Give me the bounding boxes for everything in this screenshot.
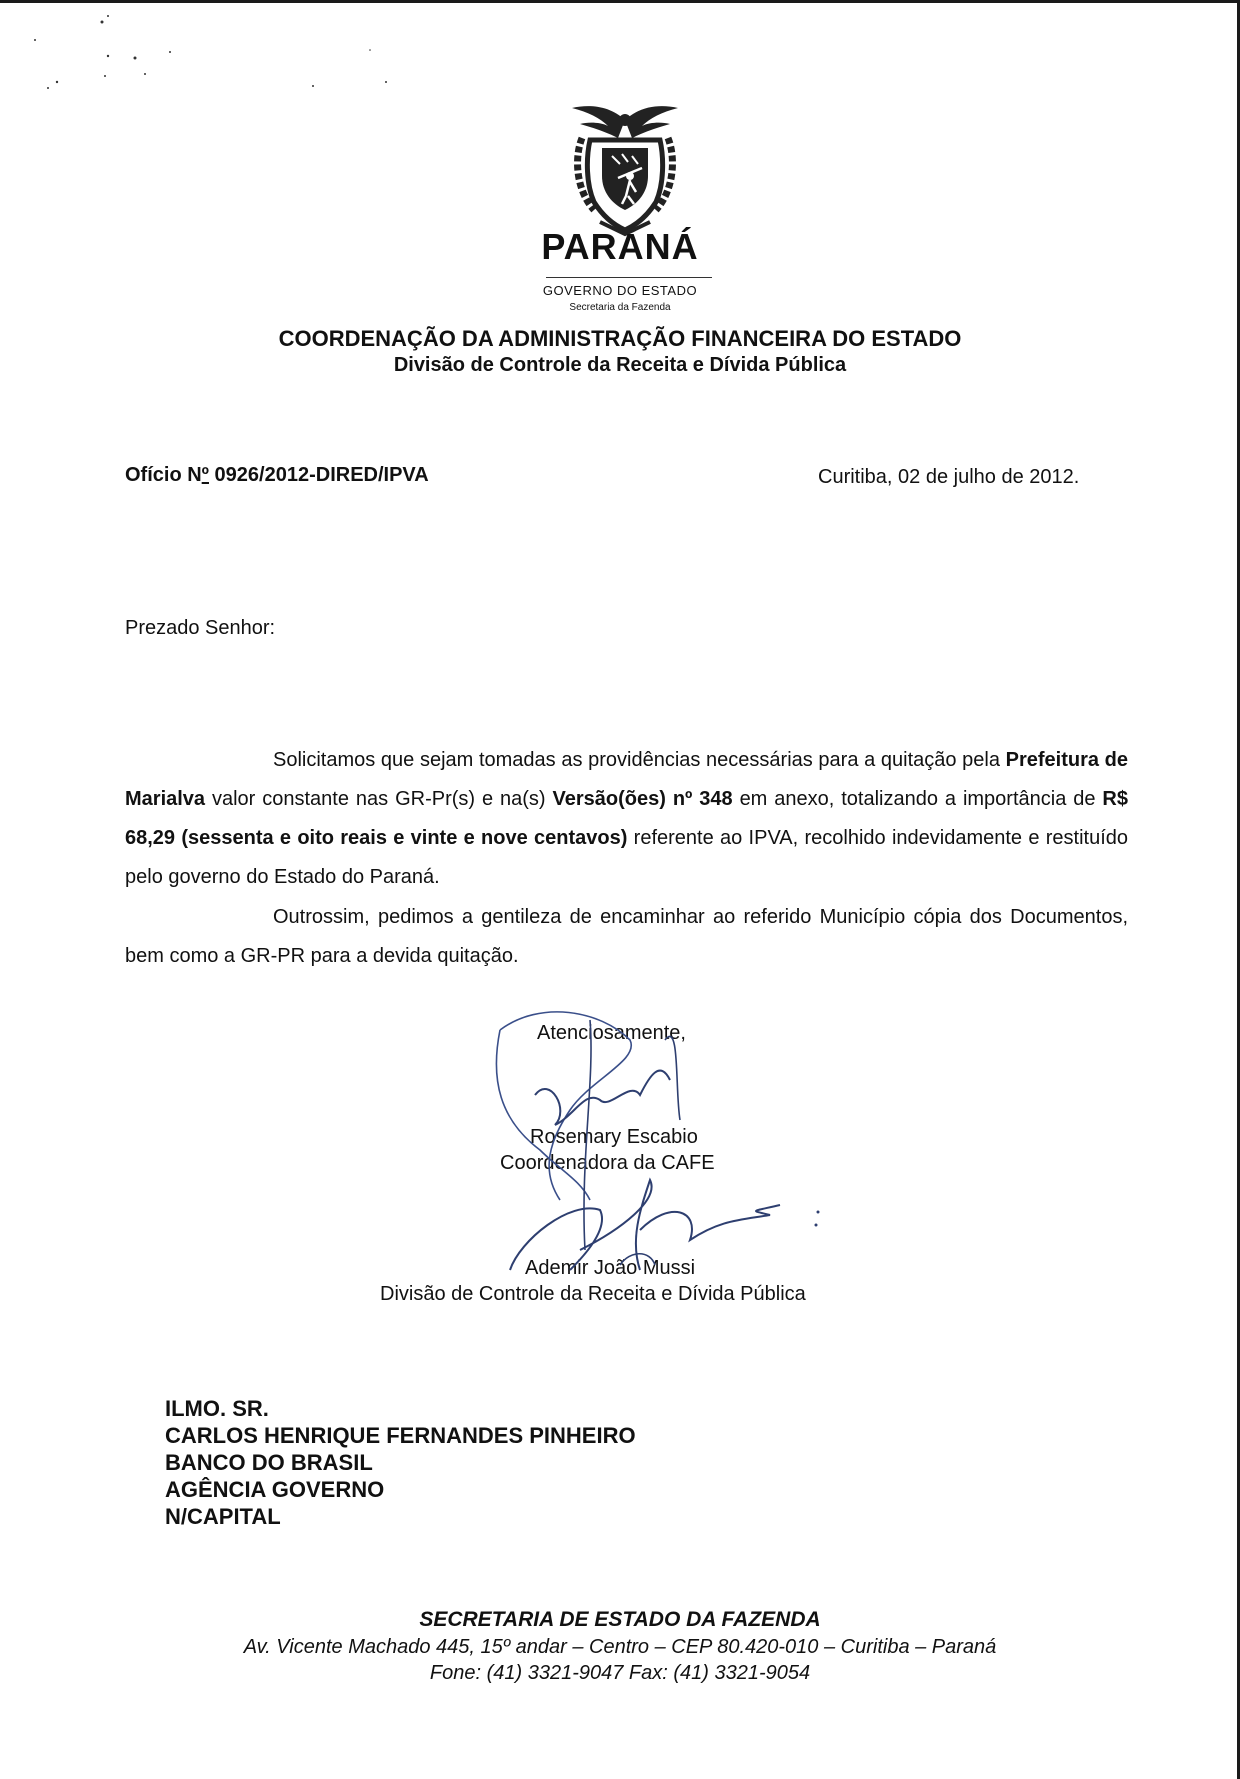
letter-date: Curitiba, 02 de julho de 2012. (818, 466, 1080, 488)
recipient-name: CARLOS HENRIQUE FERNANDES PINHEIRO (165, 1423, 636, 1448)
footer-address: Av. Vicente Machado 445, 15º andar – Centro – CEP 80.420-010 – Curitiba – Paraná (243, 1636, 997, 1658)
version-number: Versão(ões) nº 348 (552, 788, 733, 810)
oficio-number: 0926/2012-DIRED/IPVA (214, 464, 429, 486)
greeting: Prezado Senhor: (125, 617, 276, 639)
body-paragraph-2: Outrossim, pedimos a gentileza de encaminhar ao referido Município cópia dos Documentos, bem como a GR-PR para a devida quitação. (125, 906, 1128, 967)
municipality-name: Prefeitura de Marialva (125, 749, 1129, 810)
oficio-prefix: Ofício N (125, 464, 202, 486)
recipient-city: N/CAPITAL (165, 1504, 281, 1529)
oficio-ordinal: º (201, 464, 209, 486)
signer1-name: Rosemary Escabio (530, 1126, 698, 1148)
scan-specks (30, 10, 410, 100)
division-title: Divisão de Controle da Receita e Dívida Pública (393, 354, 847, 376)
p1-text-3: em anexo, totalizando a importância de (732, 788, 1103, 810)
recipient-bank: BANCO DO BRASIL (165, 1450, 373, 1475)
signer2-name: Ademir João Mussi (525, 1257, 696, 1279)
recipient-branch: AGÊNCIA GOVERNO (165, 1477, 385, 1502)
state-name: PARANÁ (541, 226, 699, 267)
signer2-title: Divisão de Controle da Receita e Dívida Pública (380, 1283, 806, 1305)
scan-top-border (0, 0, 1240, 3)
government-label: GOVERNO DO ESTADO (542, 283, 698, 298)
coordination-title: COORDENAÇÃO DA ADMINISTRAÇÃO FINANCEIRA DO ESTADO (278, 326, 962, 351)
recipient-salutation: ILMO. SR. (165, 1396, 269, 1421)
signer1-title: Coordenadora da CAFE (500, 1152, 715, 1174)
state-name-rule (546, 277, 712, 278)
amount: R$ 68,29 (sessenta e oito reais e vinte e nove centavos) (125, 788, 1128, 849)
handwritten-signatures (480, 1000, 840, 1290)
oficio-reference (125, 464, 429, 487)
footer-title: SECRETARIA DE ESTADO DA FAZENDA (419, 1608, 821, 1631)
p1-text-2: valor constante nas GR-Pr(s) e na(s) (205, 788, 553, 810)
footer-phone: Fone: (41) 3321-9047 Fax: (41) 3321-9054 (429, 1662, 811, 1684)
recipient-block (165, 1395, 636, 1530)
p1-text-4: referente ao IPVA, recolhido indevidamente e restituído pelo governo do Estado do Paraná. (125, 827, 1128, 888)
p1-text-1: Solicitamos que sejam tomadas as providências necessárias para a quitação pela (273, 749, 1006, 771)
secretariat-label: Secretaria da Fazenda (569, 302, 671, 313)
closing-salutation: Atenciosamente, (537, 1022, 686, 1044)
body-paragraph-1 (125, 741, 1128, 897)
parana-coat-of-arms (560, 98, 690, 238)
